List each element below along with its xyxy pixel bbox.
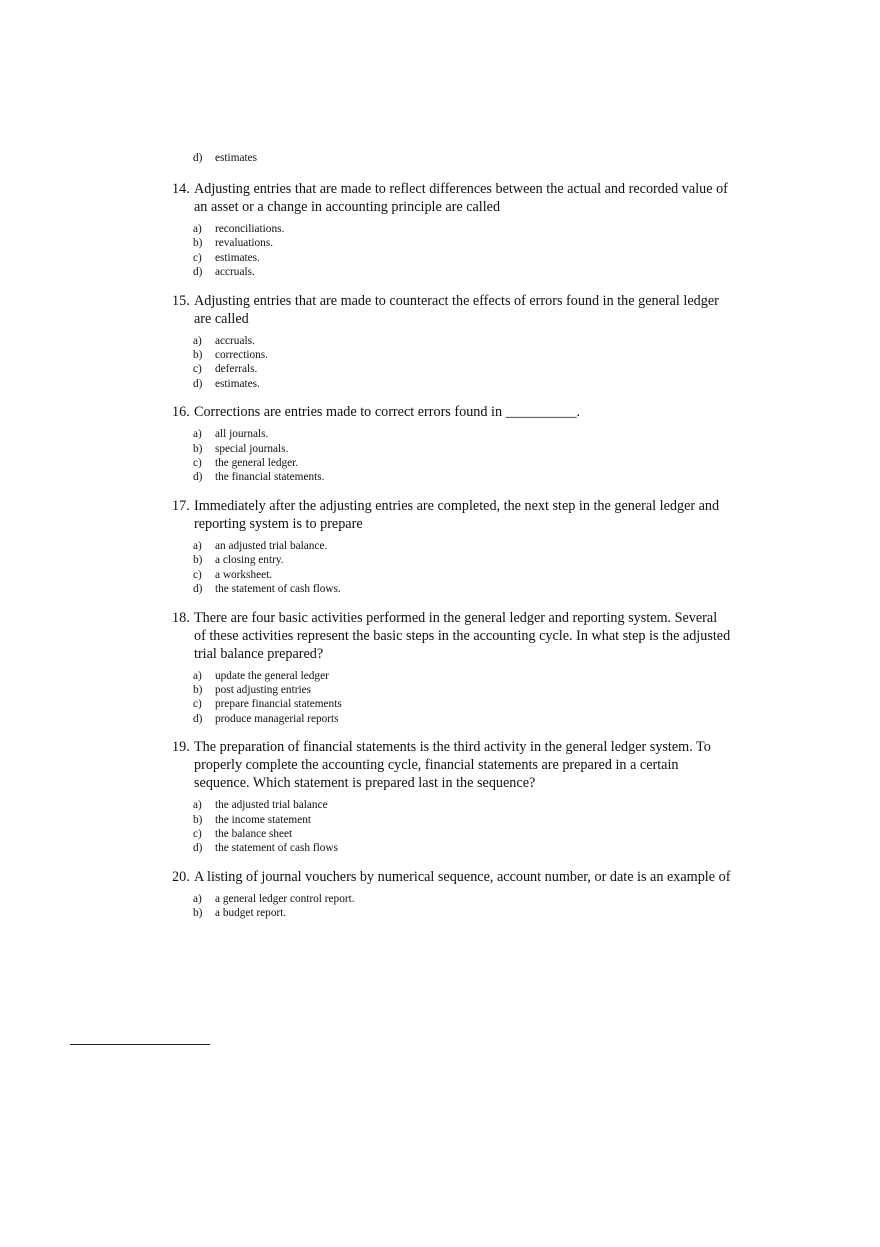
option-item bbox=[193, 334, 732, 348]
option-text: estimates. bbox=[215, 251, 260, 264]
option-letter: a) bbox=[193, 223, 202, 235]
question-14 bbox=[172, 180, 732, 280]
option-item bbox=[193, 236, 732, 250]
option-letter: b) bbox=[193, 907, 203, 920]
option-item bbox=[193, 265, 732, 279]
option-item bbox=[193, 151, 257, 165]
option-text: accruals. bbox=[215, 334, 255, 347]
option-item bbox=[193, 539, 732, 553]
option-letter: c) bbox=[193, 363, 202, 376]
option-letter: b) bbox=[193, 813, 203, 826]
option-text: prepare financial statements bbox=[215, 698, 342, 711]
question-text: Corrections are entries made to correct errors found in __________. bbox=[194, 404, 581, 421]
option-text: deferrals. bbox=[215, 363, 258, 376]
option-item bbox=[193, 906, 732, 920]
option-letter: b) bbox=[193, 349, 203, 362]
option-text: update the general ledger bbox=[215, 669, 329, 682]
option-item bbox=[193, 348, 732, 362]
question-text: Immediately after the adjusting entries are completed, the next step in the general ledger and reporting system is to prepare bbox=[194, 497, 720, 532]
option-text: the statement of cash flows bbox=[215, 842, 338, 855]
question-19 bbox=[172, 738, 732, 856]
continued-options bbox=[193, 151, 257, 165]
option-letter: a) bbox=[193, 669, 202, 682]
option-text: a general ledger control report. bbox=[215, 892, 355, 905]
option-letter: a) bbox=[193, 799, 202, 812]
option-item bbox=[193, 697, 732, 711]
option-item bbox=[193, 841, 732, 855]
option-item bbox=[193, 553, 732, 567]
option-item bbox=[193, 712, 732, 726]
option-list bbox=[193, 892, 732, 921]
option-text: a budget report. bbox=[215, 907, 287, 920]
question-text: Adjusting entries that are made to reflect differences between the actual and recorded value of an asset or a change in accounting principle are called bbox=[194, 181, 728, 215]
option-text: the income statement bbox=[215, 813, 311, 826]
option-text: the general ledger. bbox=[215, 457, 299, 470]
option-item bbox=[193, 683, 732, 697]
option-text: the statement of cash flows. bbox=[215, 583, 341, 596]
option-letter: d) bbox=[193, 583, 203, 596]
question-number: 20. bbox=[172, 868, 190, 885]
option-list bbox=[193, 669, 732, 727]
question-17 bbox=[172, 497, 732, 597]
option-text: corrections. bbox=[215, 349, 269, 362]
question-number: 19. bbox=[172, 739, 190, 756]
option-letter: c) bbox=[193, 827, 202, 840]
option-item bbox=[193, 669, 732, 683]
footnote-mark: . bbox=[208, 1038, 210, 1047]
question-number: 14. bbox=[172, 181, 190, 197]
question-text: There are four basic activities performed in the general ledger and reporting system. Several of these activities represent the basic steps in the accounting cycle. In what step is the adjusted trial balance prepared? bbox=[194, 609, 731, 662]
option-item bbox=[193, 470, 732, 484]
option-item bbox=[193, 827, 732, 841]
option-text: a closing entry. bbox=[215, 554, 284, 567]
option-item bbox=[193, 568, 732, 582]
option-letter: d) bbox=[193, 377, 203, 390]
option-text: the financial statements. bbox=[215, 471, 325, 484]
option-letter: d) bbox=[193, 842, 203, 855]
option-text: the balance sheet bbox=[215, 827, 293, 840]
question-15 bbox=[172, 292, 732, 392]
footnote-separator bbox=[70, 1044, 210, 1045]
question-text: A listing of journal vouchers by numerical sequence, account number, or date is an example of bbox=[194, 868, 731, 885]
option-letter: c) bbox=[193, 251, 202, 264]
option-letter: b) bbox=[193, 442, 203, 455]
option-item bbox=[193, 362, 732, 376]
option-letter: a) bbox=[193, 428, 202, 441]
option-letter: c) bbox=[193, 457, 202, 470]
question-number: 16. bbox=[172, 404, 190, 421]
option-item bbox=[193, 813, 732, 827]
question-18 bbox=[172, 609, 732, 727]
option-letter: a) bbox=[193, 539, 202, 552]
option-letter: b) bbox=[193, 237, 203, 250]
option-item bbox=[193, 427, 732, 441]
option-list bbox=[193, 427, 732, 485]
option-letter: b) bbox=[193, 554, 203, 567]
option-text: accruals. bbox=[215, 266, 255, 279]
option-text: all journals. bbox=[215, 428, 269, 441]
question-number: 15. bbox=[172, 292, 190, 309]
option-item bbox=[193, 892, 732, 906]
option-item bbox=[193, 456, 732, 470]
option-text: an adjusted trial balance. bbox=[215, 539, 328, 552]
option-letter: d) bbox=[193, 712, 203, 725]
option-text: estimates. bbox=[215, 377, 260, 390]
option-list bbox=[193, 539, 732, 597]
option-letter: c) bbox=[193, 698, 202, 711]
option-letter: d) bbox=[193, 152, 203, 164]
option-text: post adjusting entries bbox=[215, 683, 312, 696]
option-text: a worksheet. bbox=[215, 568, 273, 581]
option-list bbox=[193, 334, 732, 392]
option-text: estimates bbox=[215, 152, 258, 164]
question-number: 17. bbox=[172, 497, 190, 514]
question-list bbox=[172, 180, 732, 933]
option-text: revaluations. bbox=[215, 237, 274, 250]
option-item bbox=[193, 582, 732, 596]
option-letter: a) bbox=[193, 334, 202, 347]
question-text: The preparation of financial statements is the third activity in the general ledger system. To properly complete the accounting cycle, financial statements are prepared in a certain sequence. Which statement is prepared last in the sequence? bbox=[194, 739, 711, 792]
option-item bbox=[193, 798, 732, 812]
question-number: 18. bbox=[172, 609, 190, 626]
question-16 bbox=[172, 403, 732, 485]
option-letter: a) bbox=[193, 892, 202, 905]
option-list bbox=[193, 798, 732, 856]
option-letter: d) bbox=[193, 471, 203, 484]
option-letter: d) bbox=[193, 266, 203, 279]
option-item bbox=[193, 251, 732, 265]
option-letter: b) bbox=[193, 683, 203, 696]
option-text: special journals. bbox=[215, 442, 289, 455]
option-text: the adjusted trial balance bbox=[215, 799, 328, 812]
option-text: reconciliations. bbox=[215, 223, 285, 235]
option-list bbox=[193, 222, 732, 280]
question-text: Adjusting entries that are made to counteract the effects of errors found in the general ledger are called bbox=[194, 292, 719, 327]
option-text: produce managerial reports bbox=[215, 712, 339, 725]
option-letter: c) bbox=[193, 568, 202, 581]
option-item bbox=[193, 377, 732, 391]
question-20 bbox=[172, 868, 732, 921]
option-item bbox=[193, 222, 732, 236]
option-item bbox=[193, 442, 732, 456]
